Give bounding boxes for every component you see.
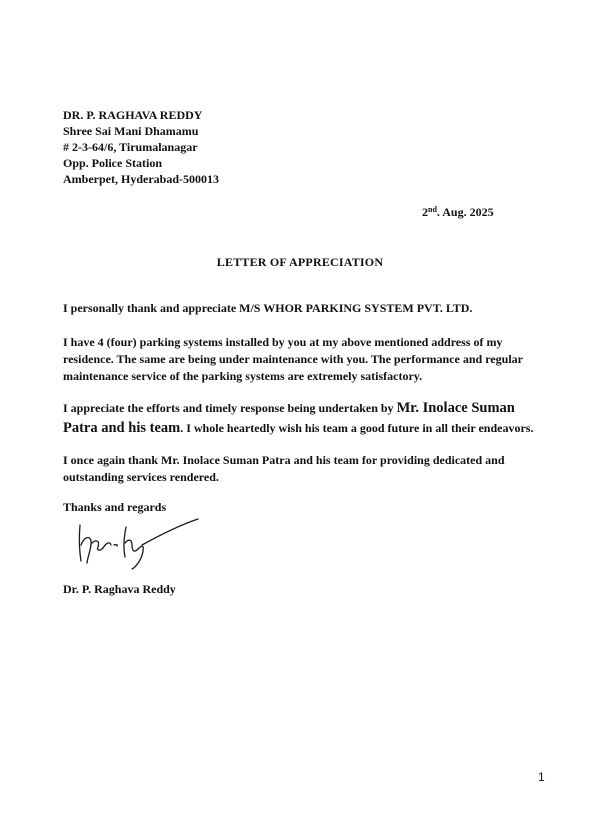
letter-title: LETTER OF APPRECIATION bbox=[216, 255, 384, 269]
date-suffix: nd bbox=[428, 205, 437, 214]
paragraph-text: . I whole heartedly wish his team a good future in all their endeavors. bbox=[180, 421, 534, 435]
paragraph-appreciation bbox=[63, 398, 541, 438]
paragraph-line bbox=[63, 398, 541, 418]
sender-address-line: # 2-3-64/6, Tirumalanagar bbox=[63, 140, 198, 154]
highlighted-name: Mr. Inolace Suman bbox=[396, 400, 515, 416]
highlighted-name: Patra and his team bbox=[63, 420, 181, 436]
paragraph-thanks-again bbox=[63, 452, 541, 486]
paragraph-line: residence. The same are being under maintenance with you. The performance and regular bbox=[63, 352, 523, 366]
letter-date bbox=[422, 205, 494, 220]
handwritten-signature bbox=[70, 515, 200, 573]
sender-address-line: Amberpet, Hyderabad-500013 bbox=[63, 172, 219, 186]
paragraph-line: maintenance service of the parking systems are extremely satisfactory. bbox=[63, 369, 423, 383]
page-number: 1 bbox=[538, 770, 545, 784]
paragraph-line bbox=[63, 418, 541, 438]
sender-address-line: Opp. Police Station bbox=[63, 156, 163, 170]
sender-name: DR. P. RAGHAVA REDDY bbox=[63, 108, 203, 122]
date-rest: . Aug. 2025 bbox=[436, 205, 494, 219]
paragraph-line: outstanding services rendered. bbox=[63, 470, 219, 484]
paragraph-thanks bbox=[63, 300, 541, 317]
paragraph-line: I personally thank and appreciate M/S WHOR PARKING SYSTEM PVT. LTD. bbox=[63, 301, 473, 315]
paragraph-line: I once again thank Mr. Inolace Suman Patra and his team for providing dedicated and bbox=[63, 453, 505, 467]
date-day: 2 bbox=[422, 205, 428, 219]
closing-salutation: Thanks and regards bbox=[63, 500, 167, 514]
paragraph-line: I have 4 (four) parking systems installed by you at my above mentioned address of my bbox=[63, 335, 503, 349]
signer-name: Dr. P. Raghava Reddy bbox=[63, 582, 176, 596]
sender-address-line: Shree Sai Mani Dhamamu bbox=[63, 124, 199, 138]
paragraph-installation bbox=[63, 334, 541, 385]
paragraph-text: I appreciate the efforts and timely response being undertaken by bbox=[63, 401, 397, 415]
